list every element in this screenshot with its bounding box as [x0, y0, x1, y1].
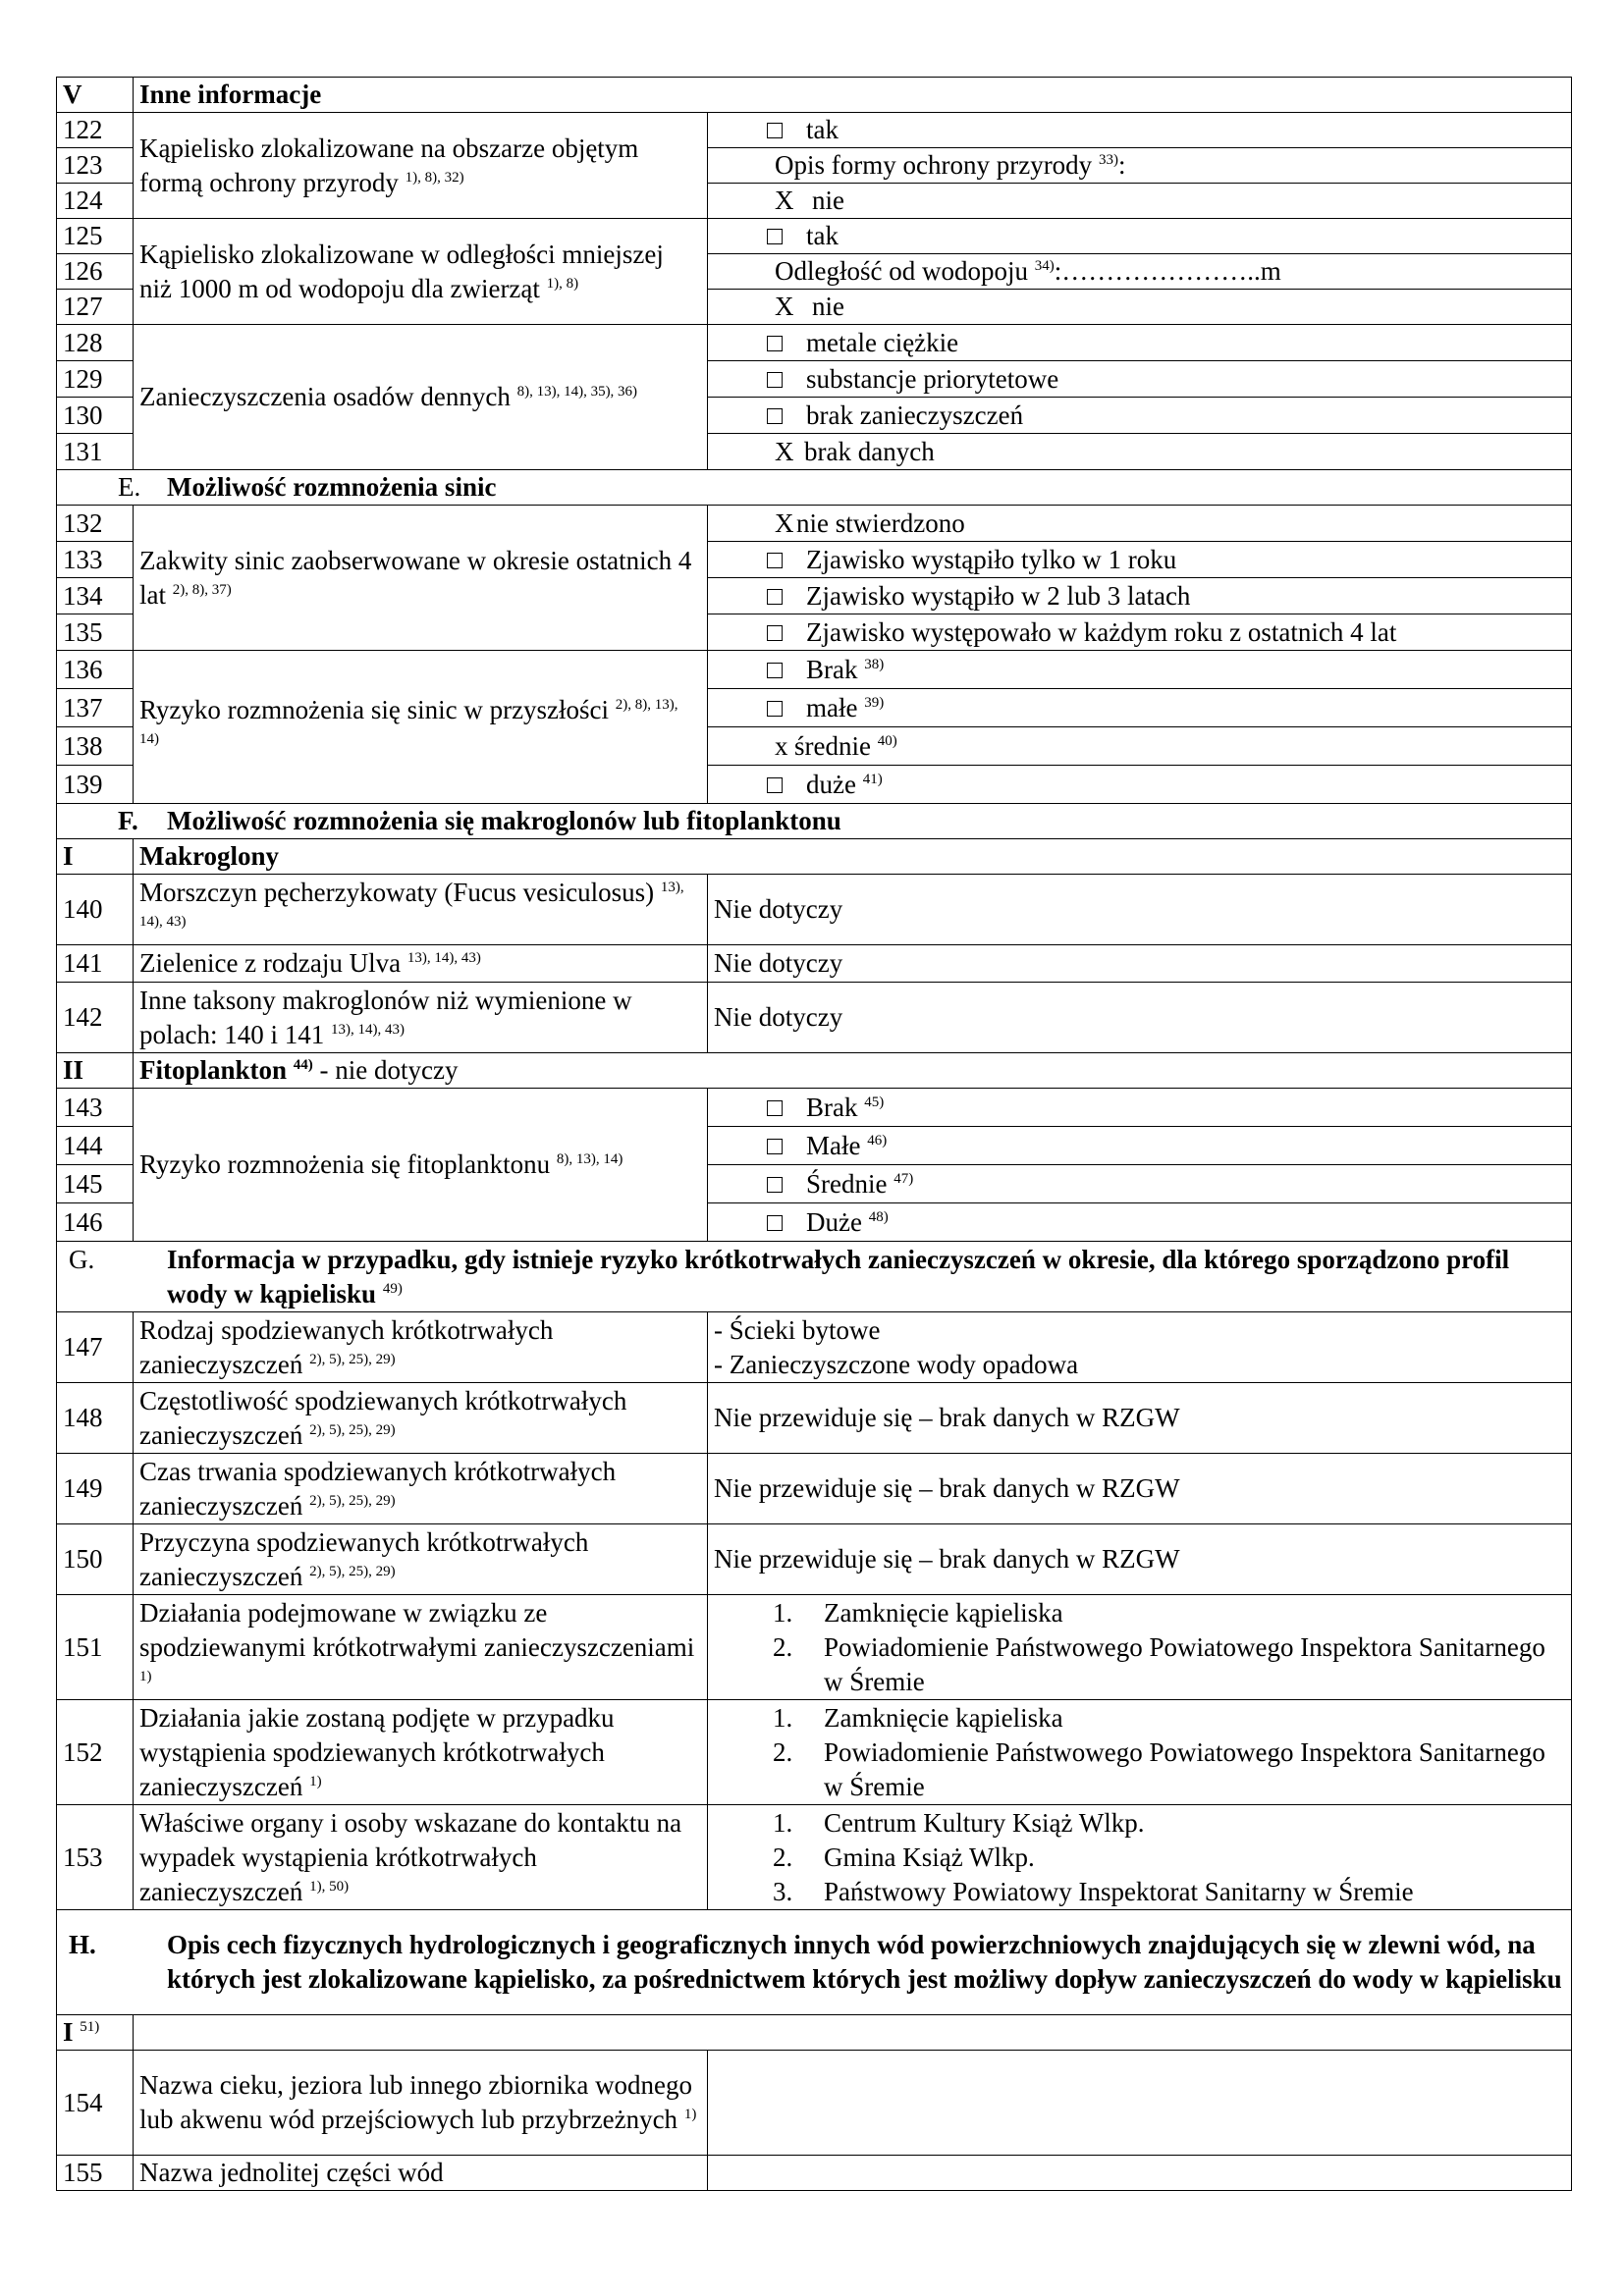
- row-label: Inne taksony makroglonów niż wymienione w polach: 140 i 141 $^{13), 14), 43)}$: [134, 983, 708, 1053]
- checkbox-option[interactable]: □ duże $^{41)}$: [708, 766, 1572, 804]
- checkbox-option[interactable]: □ Brak $^{45)}$: [708, 1089, 1572, 1127]
- row-label: Zielenice z rodzaju Ulva $^{13), 14), 43)}$: [134, 945, 708, 983]
- checked-mark: X: [775, 507, 794, 538]
- value-field[interactable]: Nie przewiduje się – brak danych w RZGW: [708, 1454, 1572, 1524]
- row-label: Częstotliwość spodziewanych krótkotrwałych zanieczyszczeń $^{2), 5), 25), 29)}$: [134, 1383, 708, 1454]
- checkbox-icon: □: [767, 692, 784, 722]
- list-item: 2. Powiadomienie Państwowego Powiatowego Inspektora Sanitarnego w Śremie: [773, 1631, 1545, 1696]
- table-row: [57, 651, 1572, 689]
- checkbox-icon: □: [767, 1168, 784, 1199]
- section-title: H. Opis cech fizycznych hydrologicznych i geograficznych innych wód powierzchniowych znajdujących się w zlewni wód, na których jest zlokalizowane kąpielisko, za pośrednictwem których jest możliwy dopływ zanieczyszczeń do wody w kąpielisku: [57, 1910, 1572, 2015]
- subsection-title: Makroglony: [134, 839, 1572, 875]
- value-field[interactable]: - Ścieki bytowe - Zanieczyszczone wody opadowa: [708, 1312, 1572, 1383]
- checkbox-icon: □: [767, 580, 784, 611]
- value-field[interactable]: Nie dotyczy: [708, 983, 1572, 1053]
- table-row: [57, 1383, 1572, 1454]
- checkbox-option[interactable]: □ Zjawisko występowało w każdym roku z ostatnich 4 lat: [708, 614, 1572, 651]
- section-v-header: [57, 78, 1572, 113]
- row-label: Działania jakie zostaną podjęte w przypadku wystąpienia spodziewanych krótkotrwałych zanieczyszczeń $^{1)}$: [134, 1700, 708, 1805]
- value-field[interactable]: Nie przewiduje się – brak danych w RZGW: [708, 1524, 1572, 1595]
- row-label: Działania podejmowane w związku ze spodziewanymi krótkotrwałymi zanieczyszczeniami $^{1)}$: [134, 1595, 708, 1700]
- section-f-header: [57, 804, 1572, 839]
- subsection-header: [57, 2015, 1572, 2051]
- row-number: 133: [57, 542, 134, 578]
- table-row: [57, 1312, 1572, 1383]
- checkbox-option[interactable]: □ Duże $^{48)}$: [708, 1203, 1572, 1242]
- row-label: Zakwity sinic zaobserwowane w okresie ostatnich 4 lat $^{2), 8), 37)}$: [134, 506, 708, 651]
- table-row: [57, 1700, 1572, 1805]
- value-field[interactable]: [708, 2051, 1572, 2156]
- section-number: V: [57, 78, 134, 113]
- checkbox-option[interactable]: □ metale ciężkie: [708, 325, 1572, 361]
- section-title: E. Możliwość rozmnożenia sinic: [57, 470, 1572, 506]
- row-number: 136: [57, 651, 134, 689]
- row-number: 137: [57, 689, 134, 727]
- row-number: 140: [57, 875, 134, 945]
- checkbox-option[interactable]: □ brak zanieczyszczeń: [708, 398, 1572, 434]
- table-row: [57, 1524, 1572, 1595]
- row-label: Ryzyko rozmnożenia się sinic w przyszłości $^{2), 8), 13), 14)}$: [134, 651, 708, 804]
- row-number: 148: [57, 1383, 134, 1454]
- checkbox-option[interactable]: □ Małe $^{46)}$: [708, 1127, 1572, 1165]
- row-label: Morszczyn pęcherzykowaty (Fucus vesiculosus) $^{13), 14), 43)}$: [134, 875, 708, 945]
- checkbox-option[interactable]: □ tak: [708, 113, 1572, 148]
- subsection-header: [57, 839, 1572, 875]
- section-title: F. Możliwość rozmnożenia się makroglonów lub fitoplanktonu: [57, 804, 1572, 839]
- row-number: 139: [57, 766, 134, 804]
- row-number: 149: [57, 1454, 134, 1524]
- checkbox-option[interactable]: □ Zjawisko wystąpiło w 2 lub 3 latach: [708, 578, 1572, 614]
- list-item: 2. Gmina Książ Wlkp.: [773, 1842, 1035, 1872]
- row-number: 150: [57, 1524, 134, 1595]
- row-label: Ryzyko rozmnożenia się fitoplanktonu $^{8), 13), 14)}$: [134, 1089, 708, 1242]
- checkbox-option[interactable]: □ Średnie $^{47)}$: [708, 1165, 1572, 1203]
- row-number: 144: [57, 1127, 134, 1165]
- checkbox-icon: □: [767, 115, 784, 144]
- checkbox-option[interactable]: □ Zjawisko wystąpiło tylko w 1 roku: [708, 542, 1572, 578]
- row-number: 123: [57, 148, 134, 184]
- section-g-header: [57, 1242, 1572, 1312]
- row-number: 155: [57, 2156, 134, 2191]
- checkbox-icon: □: [767, 654, 784, 684]
- row-number: 138: [57, 727, 134, 766]
- row-label: Właściwe organy i osoby wskazane do kontaktu na wypadek wystąpienia krótkotrwałych zanieczyszczeń $^{1), 50)}$: [134, 1805, 708, 1910]
- checkbox-option[interactable]: X nie: [708, 290, 1572, 325]
- list-item: 1. Centrum Kultury Książ Wlkp.: [773, 1807, 1145, 1838]
- table-row: [57, 875, 1572, 945]
- table-row: [57, 113, 1572, 148]
- checkbox-option[interactable]: □ małe $^{39)}$: [708, 689, 1572, 727]
- row-number: 129: [57, 361, 134, 398]
- section-e-header: [57, 470, 1572, 506]
- checkbox-icon: □: [767, 400, 784, 430]
- row-number: 154: [57, 2051, 134, 2156]
- subsection-number: I: [57, 839, 134, 875]
- table-row: [57, 1805, 1572, 1910]
- checkbox-option[interactable]: x średnie $^{40)}$: [708, 727, 1572, 766]
- row-number: 134: [57, 578, 134, 614]
- checkbox-icon: □: [767, 363, 784, 394]
- list-item: 2. Powiadomienie Państwowego Powiatowego Inspektora Sanitarnego w Śremie: [773, 1736, 1545, 1801]
- row-label: Zanieczyszczenia osadów dennych $^{8), 13), 14), 35), 36)}$: [134, 325, 708, 470]
- row-number: 130: [57, 398, 134, 434]
- value-field[interactable]: Nie dotyczy: [708, 945, 1572, 983]
- subsection-number: II: [57, 1053, 134, 1089]
- row-label: Kąpielisko zlokalizowane na obszarze objętym formą ochrony przyrody $^{1), 8), 32)}$: [134, 113, 708, 219]
- row-number: 127: [57, 290, 134, 325]
- checkbox-option[interactable]: X brak danych: [708, 434, 1572, 470]
- subsection-number: I $^{51)}$: [57, 2015, 134, 2051]
- row-number: 132: [57, 506, 134, 542]
- value-list[interactable]: [708, 1595, 1572, 1700]
- checked-mark: X: [775, 186, 794, 215]
- table-row: [57, 219, 1572, 254]
- checked-mark: x: [775, 730, 788, 761]
- row-number: 141: [57, 945, 134, 983]
- section-title: G. Informacja w przypadku, gdy istnieje ryzyko krótkotrwałych zanieczyszczeń w okresie, dla którego sporządzono profil wody w kąpielisku $^{49)}$: [57, 1242, 1572, 1312]
- checkbox-icon: □: [767, 221, 784, 250]
- row-number: 143: [57, 1089, 134, 1127]
- row-number: 125: [57, 219, 134, 254]
- checked-mark: X: [775, 292, 794, 321]
- checkbox-option[interactable]: Xnie stwierdzono: [708, 506, 1572, 542]
- checkbox-icon: □: [767, 616, 784, 647]
- table-row: [57, 2051, 1572, 2156]
- table-row: [57, 1454, 1572, 1524]
- row-number: 135: [57, 614, 134, 651]
- row-label: Przyczyna spodziewanych krótkotrwałych zanieczyszczeń $^{2), 5), 25), 29)}$: [134, 1524, 708, 1595]
- row-number: 147: [57, 1312, 134, 1383]
- subsection-title: [134, 2015, 1572, 2051]
- section-title: Inne informacje: [134, 78, 1572, 113]
- list-item: 1. Zamknięcie kąpieliska: [773, 1702, 1063, 1733]
- list-item: 3. Państwowy Powiatowy Inspektorat Sanitarny w Śremie: [773, 1876, 1414, 1906]
- checkbox-option[interactable]: □ tak: [708, 219, 1572, 254]
- row-label: Czas trwania spodziewanych krótkotrwałych zanieczyszczeń $^{2), 5), 25), 29)}$: [134, 1454, 708, 1524]
- row-number: 126: [57, 254, 134, 290]
- checkbox-icon: □: [767, 327, 784, 357]
- row-number: 146: [57, 1203, 134, 1242]
- table-row: [57, 945, 1572, 983]
- row-number: 152: [57, 1700, 134, 1805]
- row-label: Nazwa jednolitej części wód: [134, 2156, 708, 2191]
- checkbox-icon: □: [767, 544, 784, 574]
- checked-mark: X: [775, 436, 794, 466]
- row-label: Rodzaj spodziewanych krótkotrwałych zanieczyszczeń $^{2), 5), 25), 29)}$: [134, 1312, 708, 1383]
- checkbox-icon: □: [767, 1092, 784, 1122]
- table-row: [57, 1089, 1572, 1127]
- value-list[interactable]: [708, 1700, 1572, 1805]
- section-h-header: [57, 1910, 1572, 2015]
- row-number: 142: [57, 983, 134, 1053]
- value-field[interactable]: [708, 2156, 1572, 2191]
- list-item: 1. Zamknięcie kąpieliska: [773, 1597, 1063, 1628]
- row-number: 124: [57, 184, 134, 219]
- row-number: 151: [57, 1595, 134, 1700]
- table-row: [57, 983, 1572, 1053]
- row-number: 145: [57, 1165, 134, 1203]
- table-row: [57, 2156, 1572, 2191]
- subsection-title: Fitoplankton $^{44)}$ - nie dotyczy: [134, 1053, 1572, 1089]
- table-row: [57, 506, 1572, 542]
- checkbox-option[interactable]: □ substancje priorytetowe: [708, 361, 1572, 398]
- text-field[interactable]: Odległość od wodopoju $^{34)}$:…………………..m: [708, 254, 1572, 290]
- checkbox-icon: □: [767, 1130, 784, 1160]
- checkbox-option[interactable]: X nie: [708, 184, 1572, 219]
- row-label: Nazwa cieku, jeziora lub innego zbiornika wodnego lub akwenu wód przejściowych lub przybrzeżnych $^{1)}$: [134, 2051, 708, 2156]
- subsection-header: [57, 1053, 1572, 1089]
- checkbox-option[interactable]: □ Brak $^{38)}$: [708, 651, 1572, 689]
- text-field[interactable]: Opis formy ochrony przyrody $^{33)}$:: [708, 148, 1572, 184]
- row-number: 122: [57, 113, 134, 148]
- table-row: [57, 325, 1572, 361]
- row-number: 131: [57, 434, 134, 470]
- value-list[interactable]: [708, 1805, 1572, 1910]
- row-label: Kąpielisko zlokalizowane w odległości mniejszej niż 1000 m od wodopoju dla zwierząt $^{1), 8)}$: [134, 219, 708, 325]
- checkbox-icon: □: [767, 769, 784, 799]
- row-number: 153: [57, 1805, 134, 1910]
- value-field[interactable]: Nie przewiduje się – brak danych w RZGW: [708, 1383, 1572, 1454]
- profile-form-table: [56, 77, 1572, 2191]
- row-number: 128: [57, 325, 134, 361]
- value-field[interactable]: Nie dotyczy: [708, 875, 1572, 945]
- table-row: [57, 1595, 1572, 1700]
- checkbox-icon: □: [767, 1206, 784, 1237]
